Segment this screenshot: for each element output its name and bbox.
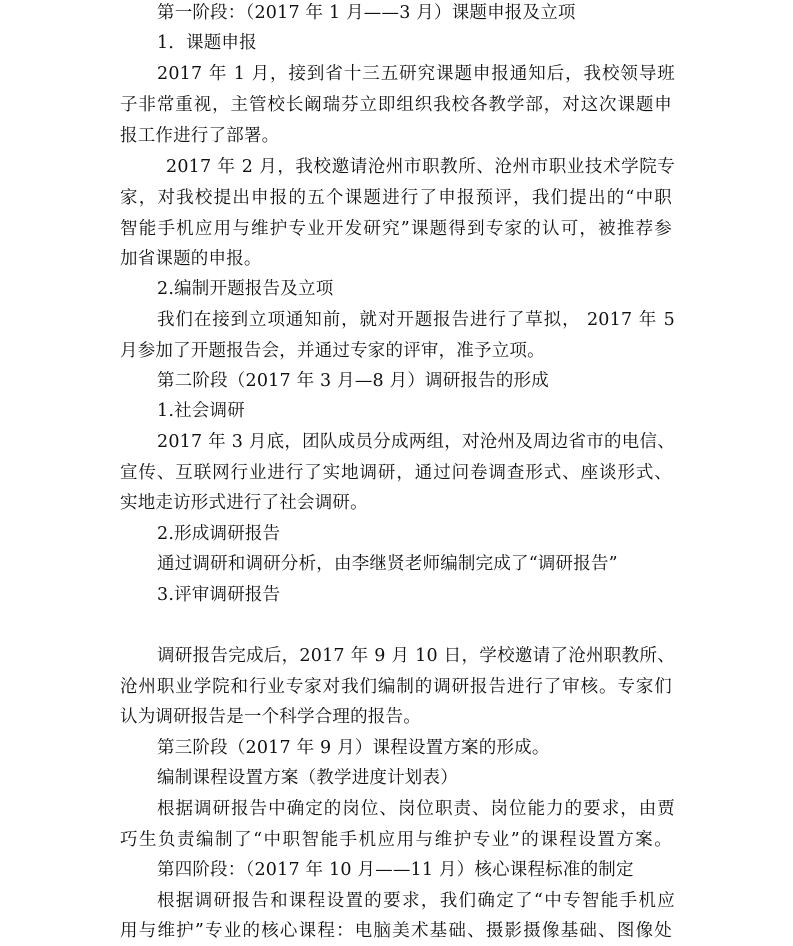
paragraph-line: 2017 年 2 月，我校邀请沧州市职教所、沧州市职业技术学院专 — [166, 157, 675, 177]
section-heading-social-research: 1.社会调研 — [157, 401, 245, 421]
section-heading-topic-application: 1．课题申报 — [157, 33, 257, 53]
section-heading-opening-report: 2.编制开题报告及立项 — [157, 279, 334, 299]
paragraph-line: 子非常重视，主管校长阚瑞芬立即组织我校各教学部，对这次课题申 — [120, 95, 672, 115]
paragraph-line: 家，对我校提出申报的五个课题进行了申报预评，我们提出的“中职 — [120, 188, 672, 208]
paragraph-line: 认为调研报告是一个科学合理的报告。 — [120, 707, 421, 727]
paragraph-line: 用与维护”专业的核心课程：电脑美术基础、摄影摄像基础、图像处 — [120, 921, 672, 941]
paragraph-line: 巧生负责编制了“中职智能手机应用与维护专业”的课程设置方案。 — [120, 830, 672, 850]
paragraph-line: 智能手机应用与维护专业开发研究”课题得到专家的认可，被推荐参 — [120, 219, 672, 239]
paragraph-line: 根据调研报告中确定的岗位、岗位职责、岗位能力的要求，由贾 — [157, 799, 675, 819]
paragraph-line: 我们在接到立项通知前，就对开题报告进行了草拟， 2017 年 5 — [157, 310, 675, 330]
paragraph-line: 根据调研报告和课程设置的要求，我们确定了“中专智能手机应 — [157, 891, 675, 911]
section-heading-course-plan: 编制课程设置方案（教学进度计划表） — [157, 768, 458, 788]
paragraph-line: 月参加了开题报告会，并通过专家的评审，准予立项。 — [120, 341, 545, 361]
paragraph-line: 2017 年 1 月，接到省十三五研究课题申报通知后，我校领导班 — [157, 64, 675, 84]
paragraph-line: 报工作进行了部署。 — [120, 126, 280, 146]
paragraph-line: 2017 年 3 月底，团队成员分成两组，对沧州及周边省市的电信、 — [157, 432, 675, 452]
stage-four-heading: 第四阶段：（2017 年 10 月——11 月）核心课程标准的制定 — [157, 860, 634, 880]
paragraph-line: 宣传、互联网行业进行了实地调研，通过问卷调查形式、座谈形式、 — [120, 463, 672, 483]
stage-one-heading: 第一阶段：（2017 年 1 月——3 月）课题申报及立项 — [157, 3, 576, 23]
paragraph-line: 加省课题的申报。 — [120, 249, 262, 269]
stage-two-heading: 第二阶段（2017 年 3 月—8 月）调研报告的形成 — [157, 371, 549, 391]
paragraph-line: 调研报告完成后，2017 年 9 月 10 日，学校邀请了沧州职教所、 — [157, 646, 675, 666]
paragraph-line: 通过调研和调研分析，由李继贤老师编制完成了“调研报告” — [157, 554, 618, 574]
paragraph-line: 沧州职业学院和行业专家对我们编制的调研报告进行了审核。专家们 — [120, 677, 672, 697]
section-heading-review-report: 3.评审调研报告 — [157, 585, 281, 605]
paragraph-line: 实地走访形式进行了社会调研。 — [120, 493, 368, 513]
stage-three-heading: 第三阶段（2017 年 9 月）课程设置方案的形成。 — [157, 738, 550, 758]
section-heading-form-report: 2.形成调研报告 — [157, 524, 281, 544]
